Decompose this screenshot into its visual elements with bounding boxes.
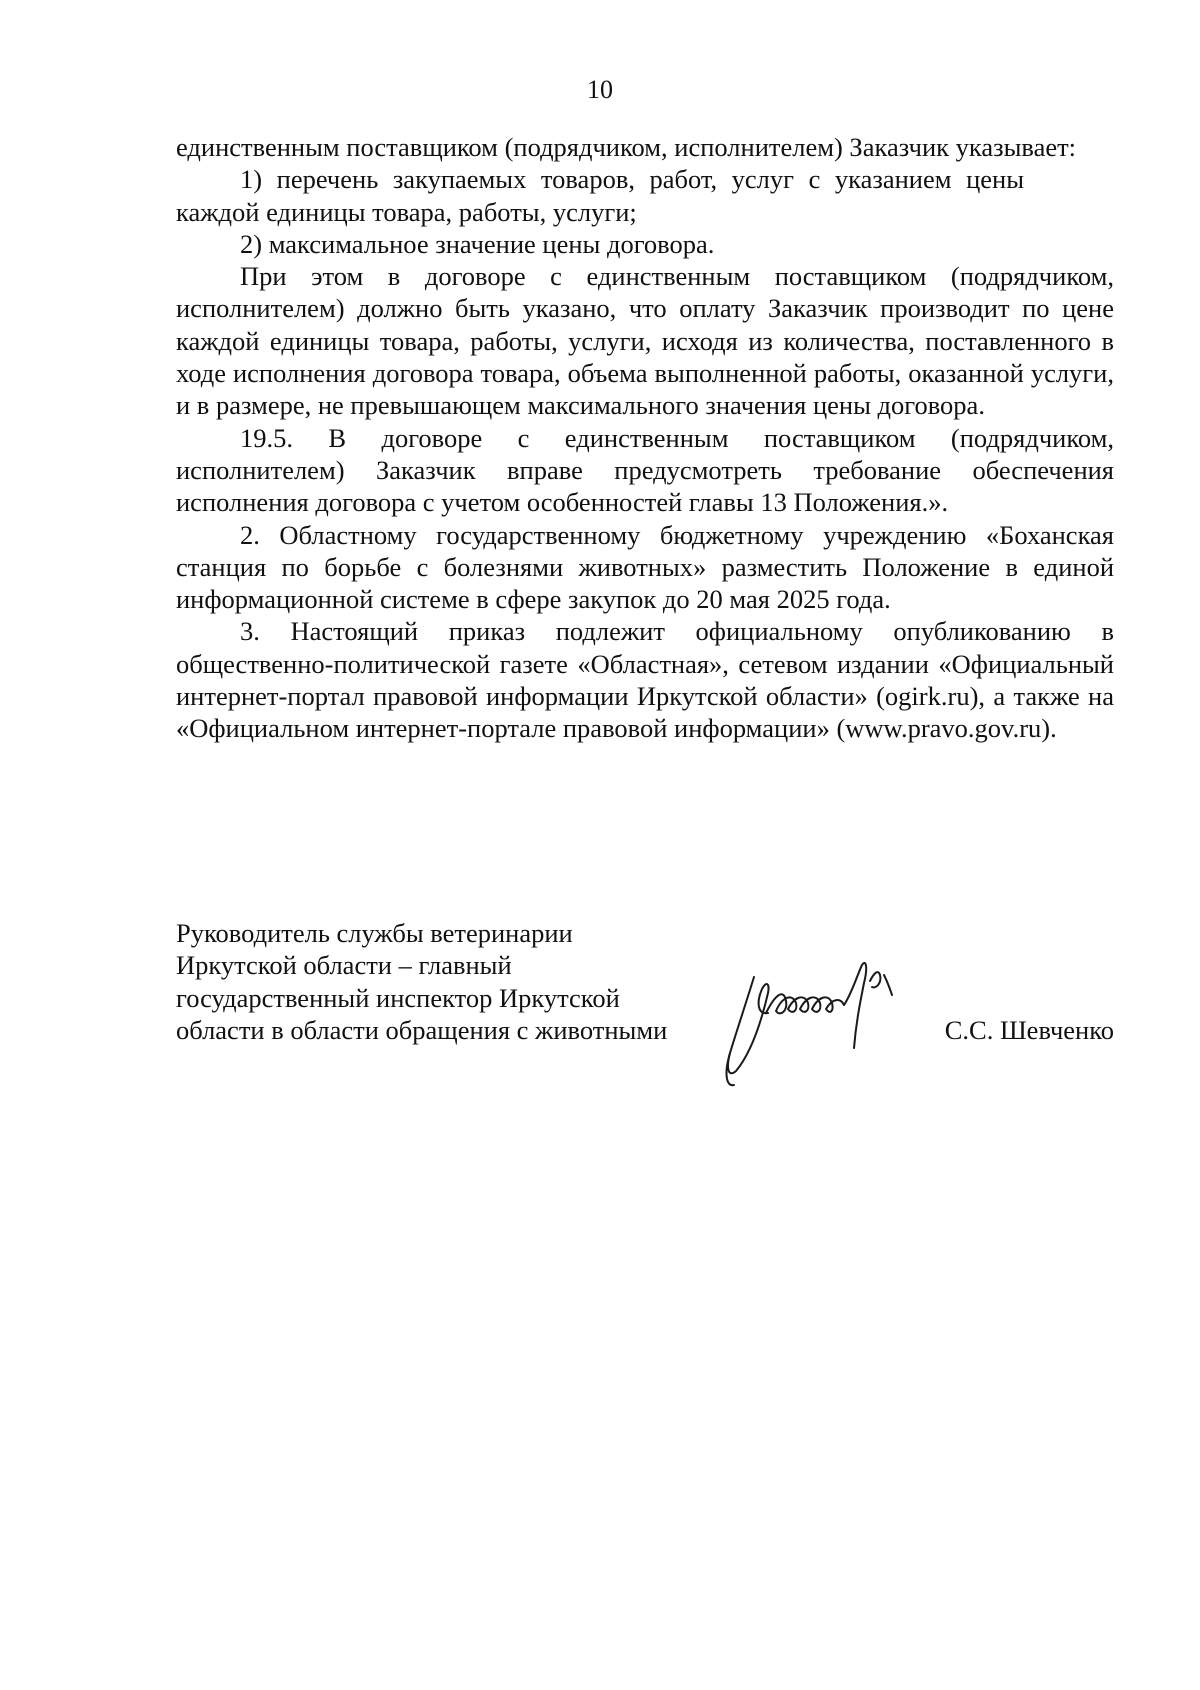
- page-number: 10: [587, 75, 613, 104]
- list-item-2: 2) максимальное значение цены договора.: [240, 228, 715, 259]
- handwritten-signature-icon: [706, 953, 906, 1093]
- signatory-title-line: Иркутской области – главный: [176, 950, 512, 981]
- document-body: [176, 131, 1114, 745]
- paragraph-continuation: единственным поставщиком (подрядчиком, исполнителем) Заказчик указывает:: [176, 132, 1077, 162]
- list-item-1: 1) перечень закупаемых товаров, работ, услуг с указанием цены каждой единицы товара, работы, услуги;: [176, 164, 1024, 227]
- signatory-title: [176, 917, 736, 1046]
- signatory-title-line: Руководитель службы ветеринарии: [176, 918, 573, 948]
- signatory-name: С.С. Шевченко: [944, 1015, 1114, 1045]
- clause-19-5: 19.5. В договоре с единственным поставщиком (подрядчиком, исполнителем) Заказчик вправе предусмотреть требование обеспечения исполнения договора с учетом особенностей главы 13 Положения.».: [176, 422, 1114, 518]
- signatory-title-line: области в области обращения с животными: [176, 1014, 668, 1045]
- signature-block: [176, 917, 1114, 1097]
- item-3-publication: 3. Настоящий приказ подлежит официальному опубликованию в общественно-политической газете «Областная», сетевом издании «Официальный интернет-портал правовой информации Иркутской области» (ogirk.ru), а также на «Официальном интернет-портале правовой информации» (www.pravo.gov.ru).: [176, 616, 1114, 744]
- paragraph-payment-terms: При этом в договоре с единственным поставщиком (подрядчиком, исполнителем) должно быть указано, что оплату Заказчик производит по цене каждой единицы товара, работы, услуги, исходя из количества, поставленного в ходе исполнения договора товара, объема выполненной работы, оказанной услуги, и в размере, не превышающем максимального значения цены договора.: [176, 261, 1114, 421]
- item-2-placement: 2. Областному государственному бюджетному учреждению «Боханская станция по борьбе с болезнями животных» разместить Положение в единой информационной системе в сфере закупок до 20 мая 2025 года.: [176, 519, 1114, 615]
- signatory-title-line: государственный инспектор Иркутской: [176, 982, 620, 1013]
